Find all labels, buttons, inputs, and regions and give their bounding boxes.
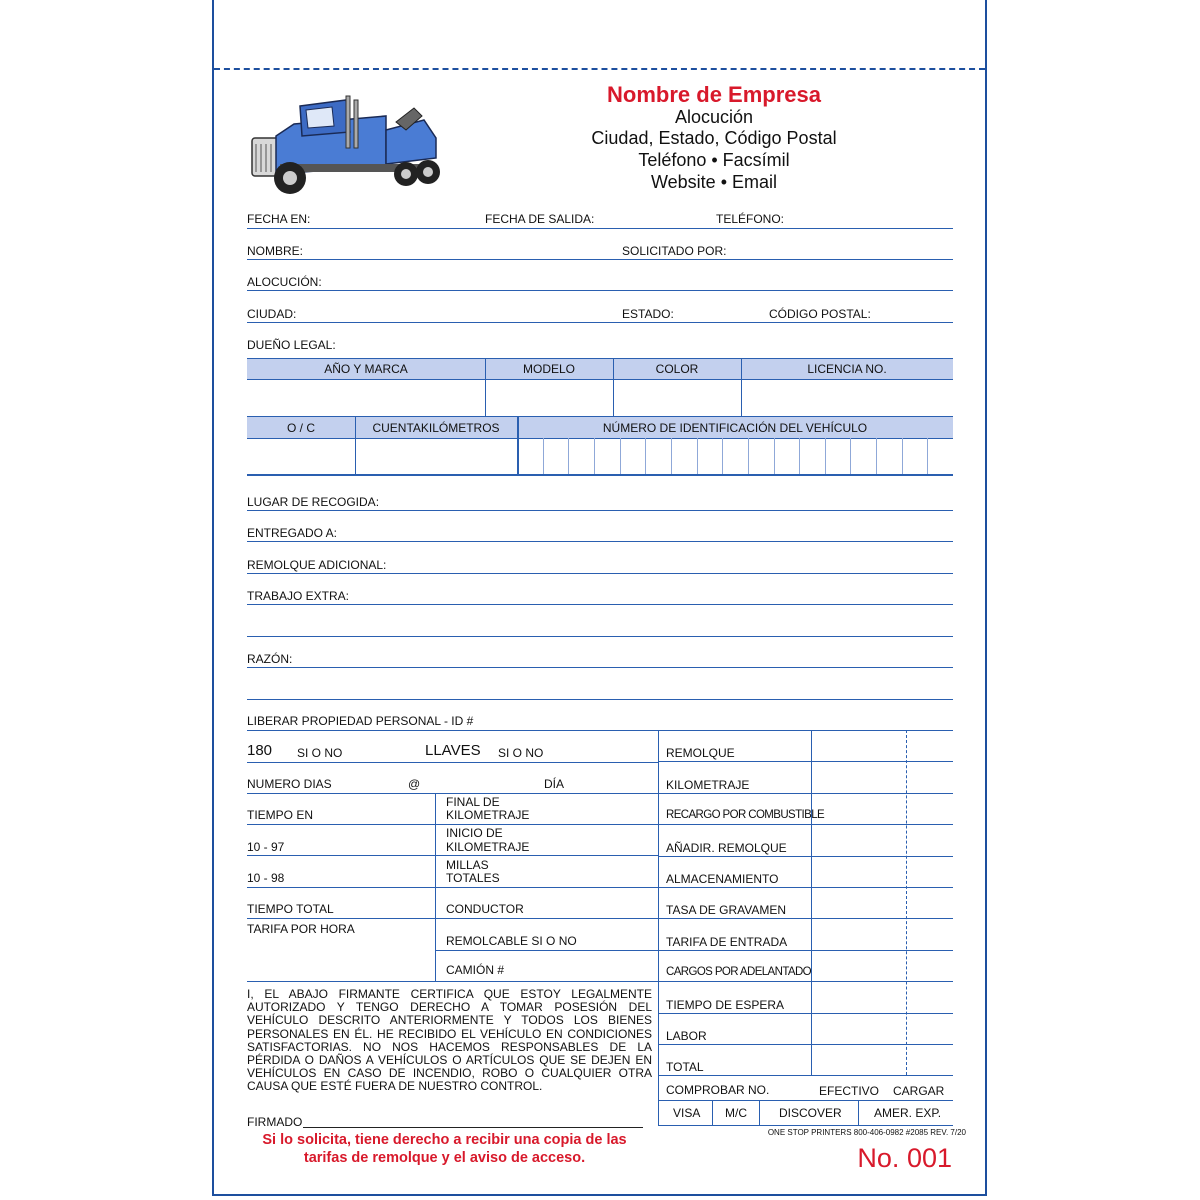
total-miles-label-2: TOTALES	[446, 871, 500, 885]
release-line[interactable]	[247, 730, 659, 731]
payment-divider	[858, 1100, 859, 1125]
company-name: Nombre de Empresa	[607, 82, 821, 107]
check-number-label: COMPROBAR NO.	[666, 1083, 770, 1097]
payment-divider	[759, 1100, 760, 1125]
payment-bottom	[658, 1125, 953, 1126]
left-row-line	[247, 918, 658, 919]
vin-box-divider	[594, 438, 595, 474]
odometer-header: CUENTAKILÓMETROS	[372, 421, 500, 435]
left-row-line	[247, 855, 658, 856]
signature-line[interactable]	[303, 1127, 643, 1128]
vin-box-divider	[850, 438, 851, 474]
vin-box-divider	[774, 438, 775, 474]
reason-line-2[interactable]	[247, 699, 953, 700]
charge-label: RECARGO POR COMBUSTIBLE	[666, 809, 825, 822]
charge-label: CARGOS POR ADELANTADO	[666, 966, 812, 979]
truck-number-label: CAMIÓN #	[446, 963, 505, 977]
address-label: ALOCUCIÓN:	[247, 275, 322, 289]
time-in-label: TIEMPO EN	[247, 808, 314, 822]
charge-option[interactable]: CARGAR	[893, 1084, 945, 1098]
charge-label: AÑADIR. REMOLQUE	[666, 840, 787, 855]
keys-label: LLAVES	[425, 742, 481, 759]
vin-col-divider	[355, 416, 356, 475]
city-line[interactable]	[247, 322, 953, 323]
vehicle-col-divider	[741, 358, 742, 416]
vin-box-divider	[697, 438, 698, 474]
vin-box-divider	[543, 438, 544, 474]
charge-label: TARIFA DE ENTRADA	[666, 934, 788, 949]
date-line[interactable]	[247, 228, 953, 229]
company-web-line: Website • Email	[650, 172, 778, 192]
amex-option[interactable]: AMER. EXP.	[874, 1106, 942, 1120]
pickup-label: LUGAR DE RECOGIDA:	[247, 495, 380, 509]
vin-header: NÚMERO DE IDENTIFICACIÓN DEL VEHÍCULO	[602, 421, 868, 435]
address-line[interactable]	[247, 290, 953, 291]
start-km-label-1: INICIO DE	[446, 826, 503, 840]
start-km-label-2: KILOMETRAJE	[446, 840, 530, 854]
additional-tow-label: REMOLQUE ADICIONAL:	[247, 558, 387, 572]
model-header: MODELO	[522, 362, 575, 376]
code-1098-label: 10 - 98	[247, 871, 285, 885]
charge-label: TOTAL	[666, 1060, 704, 1075]
vehicle-col-divider	[613, 358, 614, 416]
charge-label: KILOMETRAJE	[666, 777, 750, 792]
tow-truck-icon	[246, 86, 446, 198]
reason-label: RAZÓN:	[247, 652, 293, 666]
date-in-label: FECHA EN:	[247, 212, 311, 226]
legal-disclaimer: I, EL ABAJO FIRMANTE CERTIFICA QUE ESTOY LEGALMENTE AUTORIZADO Y TENGO DERECHO A TOMAR POSESIÓN DEL VEHÍCULO DESCRITO ANTERIORMENTE Y TODOS LOS BIENES PERSONALES EN ÉL. HE RECIBIDO EL VEHÍCULO EN CONDICIONES SATISFACTORIAS. NO NOS HACEMOS RESPONSABLES DE LA PÉRDIDA O DAÑOS A VEHÍCULOS O ARTÍCULOS QUE SE DEJEN EN VEHÍCULOS EN CASO DE INCENDIO, ROBO O CUALQUIER OTRA CAUSA QUE ESTÉ FUERA DE NUESTRO CONTROL.	[247, 987, 652, 1094]
charge-label: TASA DE GRAVAMEN	[666, 903, 787, 918]
left-row-line	[247, 887, 658, 888]
left-row-line	[247, 793, 658, 794]
vehicle-col-divider	[485, 358, 486, 416]
vin-table-mid	[247, 438, 953, 439]
field-180: 180	[247, 742, 273, 759]
city-label: CIUDAD:	[247, 307, 297, 321]
charge-row-line	[658, 793, 953, 794]
towable-label[interactable]: REMOLCABLE SI O NO	[446, 934, 577, 948]
vin-col-divider	[517, 416, 519, 475]
final-km-label-1: FINAL DE	[446, 795, 500, 809]
at-label: @	[408, 777, 421, 791]
day-label: DÍA	[544, 777, 565, 791]
charge-row-line	[658, 1013, 953, 1014]
company-phone-line: Teléfono • Facsímil	[638, 150, 790, 170]
charges-amount-divider	[811, 730, 812, 1075]
release-label: LIBERAR PROPIEDAD PERSONAL - ID #	[247, 714, 474, 728]
company-city-line: Ciudad, Estado, Código Postal	[591, 128, 837, 148]
yes-no-keys[interactable]: SI O NO	[498, 746, 544, 760]
vin-box-divider	[620, 438, 621, 474]
additional-tow-line[interactable]	[247, 573, 953, 574]
charges-left-border	[658, 730, 659, 1125]
zip-label: CÓDIGO POSTAL:	[769, 307, 871, 321]
charge-row-line	[658, 856, 953, 857]
printer-credit: ONE STOP PRINTERS 800-406-0982 #2085 REV. 7/20	[767, 1128, 966, 1137]
code-1097-label: 10 - 97	[247, 840, 285, 854]
extra-work-line[interactable]	[247, 604, 953, 605]
license-header: LICENCIA NO.	[807, 362, 887, 376]
discover-option[interactable]: DISCOVER	[779, 1106, 842, 1120]
vehicle-table-mid	[247, 379, 953, 380]
pickup-line[interactable]	[247, 510, 953, 511]
name-label: NOMBRE:	[247, 244, 304, 258]
vin-box-divider	[748, 438, 749, 474]
left-col-divider	[435, 793, 436, 981]
visa-option[interactable]: VISA	[673, 1106, 701, 1120]
mastercard-option[interactable]: M/C	[725, 1106, 747, 1120]
vin-box-divider	[671, 438, 672, 474]
vin-box-divider	[568, 438, 569, 474]
state-label: ESTADO:	[622, 307, 674, 321]
legal-owner-label: DUEÑO LEGAL:	[247, 338, 336, 352]
charge-label: REMOLQUE	[666, 746, 735, 761]
cash-option[interactable]: EFECTIVO	[819, 1084, 880, 1098]
left-row-line	[247, 762, 658, 763]
phone-label: TELÉFONO:	[716, 212, 785, 226]
total-time-label: TIEMPO TOTAL	[247, 902, 334, 916]
charge-row-line	[658, 918, 953, 919]
charge-row-line	[658, 981, 953, 982]
color-header: COLOR	[655, 362, 699, 376]
requested-by-label: SOLICITADO POR:	[622, 244, 727, 258]
serial-number: No. 001	[857, 1143, 952, 1173]
left-row-line	[247, 824, 658, 825]
vin-box-divider	[902, 438, 903, 474]
charge-label: ALMACENAMIENTO	[666, 872, 779, 886]
charge-row-line	[658, 824, 953, 825]
number-days-label: NUMERO DIAS	[247, 777, 332, 791]
total-miles-label-1: MILLAS	[446, 858, 489, 872]
notice-line-2: tarifas de remolque y el aviso de acceso.	[303, 1150, 586, 1166]
extra-work-label: TRABAJO EXTRA:	[247, 589, 350, 603]
vin-table-bottom	[247, 474, 953, 476]
charge-row-line	[658, 1044, 953, 1045]
delivered-to-line[interactable]	[247, 541, 953, 542]
company-address: Alocución	[674, 107, 754, 127]
name-line[interactable]	[247, 259, 953, 260]
notice-line-1: Si lo solicita, tiene derecho a recibir una copia de las	[262, 1132, 627, 1148]
vin-box-divider	[799, 438, 800, 474]
payment-divider	[712, 1100, 713, 1125]
vin-box-divider	[722, 438, 723, 474]
charge-row-line	[658, 887, 953, 888]
driver-label: CONDUCTOR	[446, 902, 524, 916]
charge-label: TIEMPO DE ESPERA	[666, 997, 785, 1012]
date-out-label: FECHA DE SALIDA:	[485, 212, 595, 226]
tow-rate-notice	[247, 1131, 642, 1167]
left-row-line	[435, 950, 658, 951]
yes-no-180[interactable]: SI O NO	[297, 746, 343, 760]
final-km-label-2: KILOMETRAJE	[446, 808, 530, 822]
charge-row-line	[658, 950, 953, 951]
perforation-line	[214, 68, 985, 70]
vin-box-divider	[645, 438, 646, 474]
hourly-rate-label: TARIFA POR HORA	[247, 922, 355, 936]
vin-box-divider	[825, 438, 826, 474]
charge-label: LABOR	[666, 1029, 707, 1043]
vin-box-divider	[876, 438, 877, 474]
vin-box-divider	[927, 438, 928, 474]
delivered-to-label: ENTREGADO A:	[247, 526, 338, 540]
year-make-header: AÑO Y MARCA	[324, 362, 408, 376]
charges-top	[658, 730, 953, 731]
payment-top	[658, 1075, 953, 1076]
extra-work-line-2[interactable]	[247, 636, 953, 637]
charges-cents-divider	[906, 730, 907, 1075]
left-row-line	[247, 981, 658, 982]
oc-header: O / C	[286, 421, 315, 435]
payment-mid	[658, 1100, 953, 1101]
charge-row-line	[658, 761, 953, 762]
signed-label: FIRMADO	[247, 1115, 303, 1129]
reason-line[interactable]	[247, 667, 953, 668]
